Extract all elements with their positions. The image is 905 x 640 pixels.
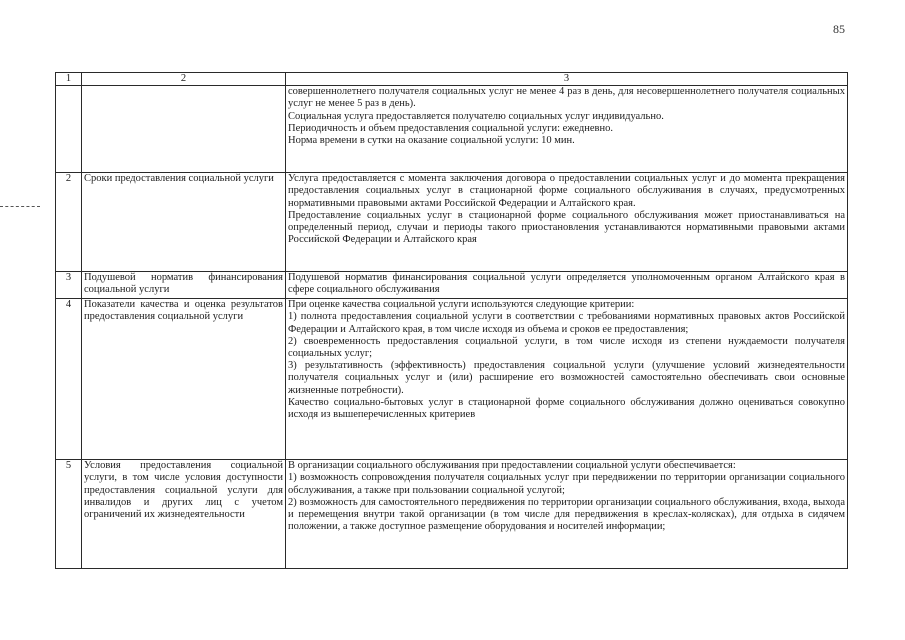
row-description bbox=[286, 86, 848, 173]
description-paragraph: Качество социально-бытовых услуг в стационарной форме социального обслуживания должно оцениваться совокупно исходя из вышеперечисленных критериев bbox=[288, 396, 845, 421]
table-row bbox=[56, 299, 848, 460]
description-paragraph: 3) результативность (эффективность) предоставления социальной услуги (улучшение условий жизнедеятельности получателя социальных услуг и (или) расширение его возможностей самостоятельно обеспечивать свои основные жизненные потребности). bbox=[288, 360, 845, 396]
header-col-description: 3 bbox=[286, 73, 848, 86]
description-paragraph: 2) возможность для самостоятельного передвижения по территории организации социального обслуживания, входа, выхода и перемещения внутри такой организации (в том числе для передвижения в креслах-колясках), для отдыха в сидячем положении, а также доступное размещение оборудования и носителей информации; bbox=[288, 496, 845, 533]
description-paragraph: При оценке качества социальной услуги используются следующие критерии: bbox=[288, 299, 635, 311]
header-col-name: 2 bbox=[82, 73, 286, 86]
table-row bbox=[56, 173, 848, 272]
description-paragraph: 1) возможность сопровождения получателя социальных услуг при передвижении по территории организации социального обслуживания, а также при пользовании социальной услугой; bbox=[288, 472, 845, 496]
row-name: Сроки предоставления социальной услуги bbox=[82, 173, 286, 272]
row-description bbox=[286, 272, 848, 299]
row-name: Показатели качества и оценка результатов предоставления социальной услуги bbox=[82, 299, 286, 460]
scan-margin-line bbox=[0, 206, 40, 207]
page-number: 85 bbox=[833, 22, 845, 36]
row-number bbox=[56, 86, 82, 173]
row-name: Условия предоставления социальной услуги, в том числе условия доступности предоставления социальной услуги для инвалидов и других лиц с учетом ограничений их жизнедеятельности bbox=[82, 460, 286, 569]
row-name bbox=[82, 86, 286, 173]
description-paragraph: Подушевой норматив финансирования социальной услуги определяется уполномоченным органом Алтайского края в сфере социального обслуживания bbox=[288, 272, 845, 296]
description-paragraph: Периодичность и объем предоставления социальной услуги: ежедневно. bbox=[288, 122, 614, 134]
description-paragraph: Предоставление социальных услуг в стационарной форме социального обслуживания может приостанавливаться на определенный период, случаи и периоды такого приостановления устанавливаются нормативными правовыми актами Российской Федерации и Алтайского края bbox=[288, 209, 845, 246]
row-description bbox=[286, 299, 848, 460]
description-paragraph: В организации социального обслуживания при предоставлении социальной услуги обеспечивается: bbox=[288, 460, 736, 472]
row-number: 2 bbox=[56, 173, 82, 272]
row-number: 4 bbox=[56, 299, 82, 460]
table-row bbox=[56, 460, 848, 569]
description-paragraph: Услуга предоставляется с момента заключения договора о предоставлении социальных услуг и до момента прекращения предоставления социальных услуг в стационарной форме социального обслуживания в случаях, предусмотренных нормативными правовыми актами Российской Федерации и Алтайского края. bbox=[288, 173, 845, 209]
row-description bbox=[286, 173, 848, 272]
header-col-number: 1 bbox=[56, 73, 82, 86]
table-row bbox=[56, 272, 848, 299]
description-paragraph: 2) своевременность предоставления социальной услуги, в том числе исходя из степени нуждаемости получателя социальных услуг; bbox=[288, 335, 845, 360]
description-paragraph: Социальная услуга предоставляется получателю социальных услуг индивидуально. bbox=[288, 110, 664, 122]
description-paragraph: Норма времени в сутки на оказание социальной услуги: 10 мин. bbox=[288, 135, 575, 147]
row-name: Подушевой норматив финансирования социальной услуги bbox=[82, 272, 286, 299]
description-paragraph: 1) полнота предоставления социальной услуги в соответствии с требованиями нормативных правовых актов Российской Федерации и Алтайского края, в том числе исходя из объема и сроков ее предоставления; bbox=[288, 311, 845, 335]
table-header-row bbox=[56, 73, 848, 86]
row-number: 5 bbox=[56, 460, 82, 569]
service-standard-table bbox=[55, 72, 848, 569]
row-number: 3 bbox=[56, 272, 82, 299]
table-row bbox=[56, 86, 848, 173]
row-description bbox=[286, 460, 848, 569]
description-paragraph: совершеннолетнего получателя социальных услуг не менее 4 раз в день, для несовершеннолетнего получателя социальных услуг не менее 5 раз в день). bbox=[288, 86, 845, 110]
